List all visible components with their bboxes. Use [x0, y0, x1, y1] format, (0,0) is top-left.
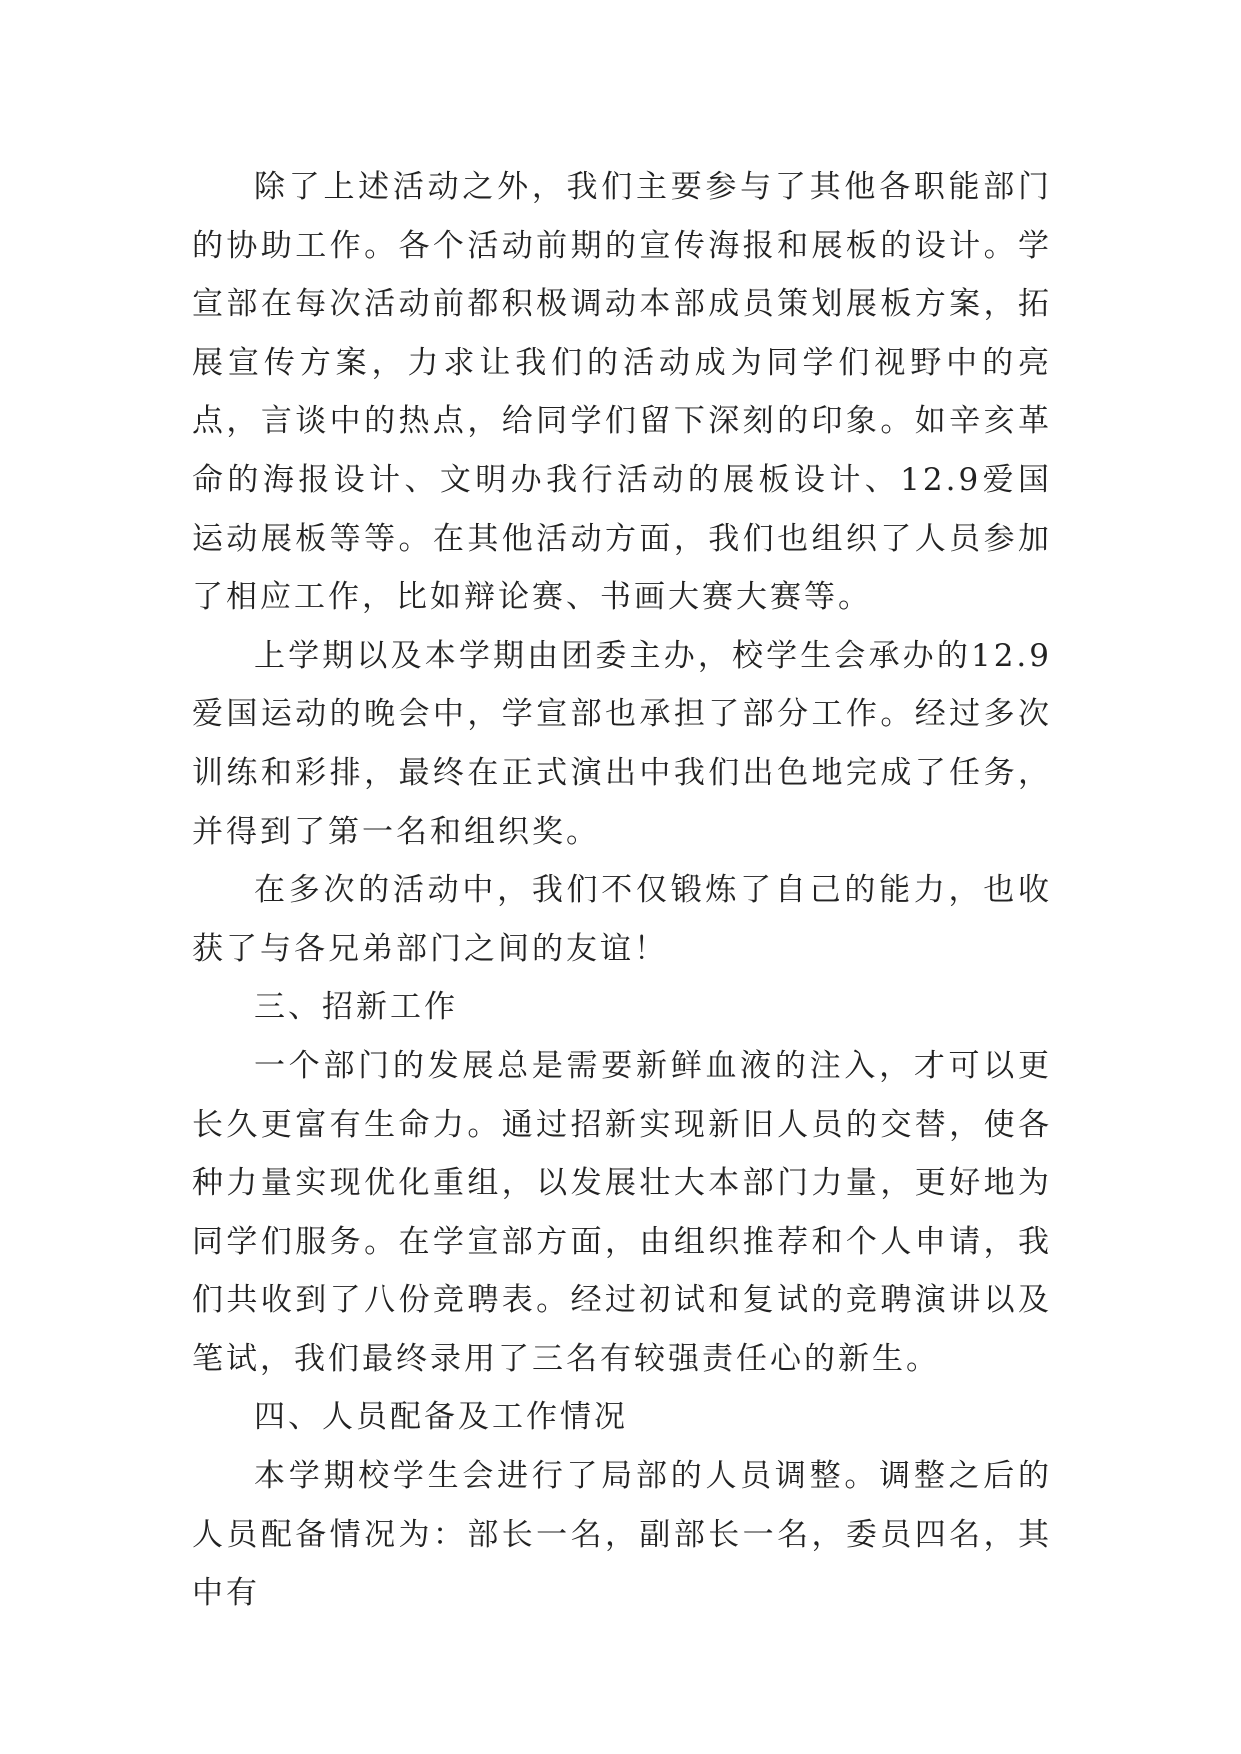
section-heading-recruitment: 三、招新工作: [254, 989, 458, 1026]
document-body: [192, 158, 1052, 1623]
section-heading-staffing: 四、人员配备及工作情况: [254, 1399, 628, 1436]
paragraph-staffing: 本学期校学生会进行了局部的人员调整。调整之后的人员配备情况为：部长一名，副部长一名，委员四名，其中有: [192, 1458, 1052, 1612]
paragraph-recruitment: 一个部门的发展总是需要新鲜血液的注入，才可以更长久更富有生命力。通过招新实现新旧人员的交替，使各种力量实现优化重组，以发展壮大本部门力量，更好地为同学们服务。在学宣部方面，由组织推荐和个人申请，我们共收到了八份竞聘表。经过初试和复试的竞聘演讲以及笔试，我们最终录用了三名有较强责任心的新生。: [192, 1047, 1052, 1377]
paragraph-129-gala: 上学期以及本学期由团委主办，校学生会承办的12.9爱国运动的晚会中，学宣部也承担了部分工作。经过多次训练和彩排，最终在正式演出中我们出色地完成了任务，并得到了第一名和组织奖。: [192, 637, 1052, 850]
paragraph-activities-support: 除了上述活动之外，我们主要参与了其他各职能部门的协助工作。各个活动前期的宣传海报和展板的设计。学宣部在每次活动前都积极调动本部成员策划展板方案，拓展宣传方案，力求让我们的活动成为同学们视野中的亮点，言谈中的热点，给同学们留下深刻的印象。如辛亥革命的海报设计、文明办我行活动的展板设计、12.9爱国运动展板等等。在其他活动方面，我们也组织了人员参加了相应工作，比如辩论赛、书画大赛大赛等。: [192, 169, 1052, 616]
paragraph-friendship: 在多次的活动中，我们不仅锻炼了自己的能力，也收获了与各兄弟部门之间的友谊！: [192, 872, 1052, 967]
